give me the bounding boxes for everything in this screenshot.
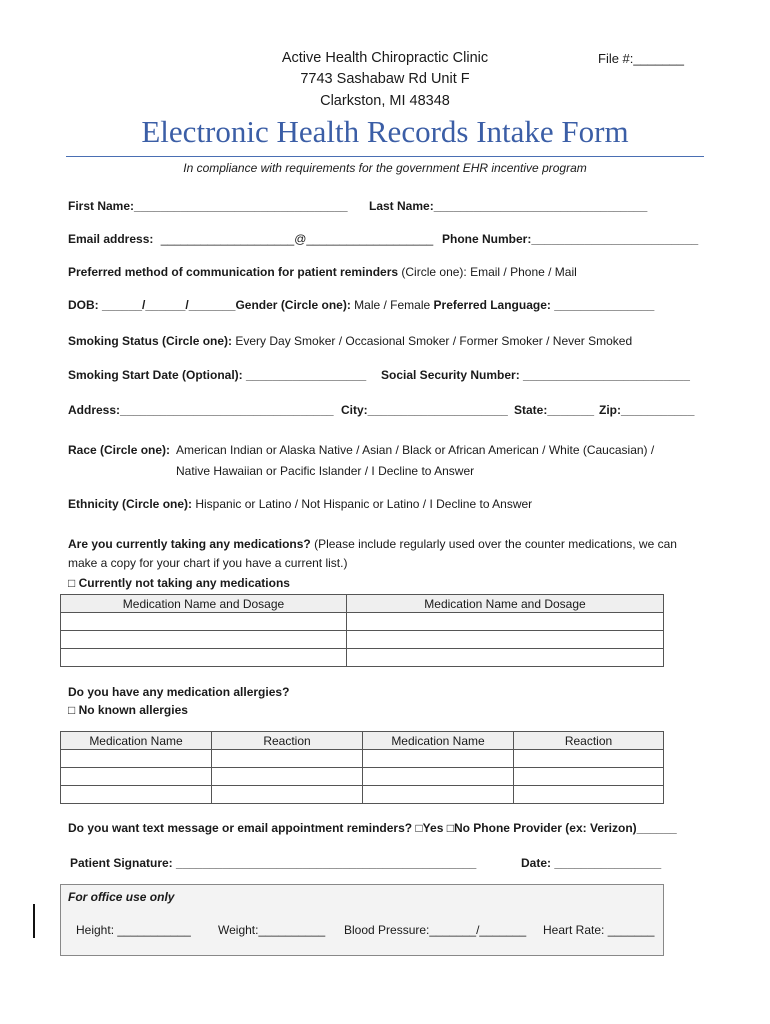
email-label: Email address: <box>68 232 154 246</box>
city-field[interactable]: City:_____________________ <box>341 403 508 417</box>
allergy-cell[interactable] <box>61 768 212 786</box>
medications-note: (Please include regularly used over the counter medications, we can <box>310 537 677 551</box>
communication-preference-options[interactable]: (Circle one): Email / Phone / Mail <box>398 265 577 279</box>
no-known-allergies-checkbox[interactable]: □ No known allergies <box>68 703 188 717</box>
allergy-cell[interactable] <box>363 768 514 786</box>
allergy-cell[interactable] <box>363 786 514 804</box>
form-subtitle: In compliance with requirements for the government EHR incentive program <box>183 161 587 175</box>
dob-field[interactable]: DOB: ______/______/_______ <box>68 298 236 312</box>
allergy-cell[interactable] <box>514 768 664 786</box>
medication-cell[interactable] <box>61 613 347 631</box>
office-use-box <box>60 884 664 956</box>
smoking-start-date-field[interactable]: Smoking Start Date (Optional): __________________ <box>68 368 367 382</box>
allergy-cell[interactable] <box>514 750 664 768</box>
allergy-cell[interactable] <box>212 768 363 786</box>
medication-cell[interactable] <box>347 649 664 667</box>
email-field[interactable]: ____________________@___________________ <box>160 232 434 246</box>
communication-preference-row[interactable] <box>68 265 577 279</box>
ethnicity-row[interactable] <box>68 497 532 511</box>
allergies-table <box>60 731 664 804</box>
smoking-status-row[interactable] <box>68 334 632 348</box>
clinic-name: Active Health Chiropractic Clinic <box>281 50 489 66</box>
allergy-cell[interactable] <box>61 786 212 804</box>
signature-date-field[interactable]: Date: ________________ <box>521 856 662 870</box>
medications-table <box>60 594 664 667</box>
race-options-line1[interactable]: American Indian or Alaska Native / Asian / Black or African American / White (Caucasian) / <box>176 443 655 457</box>
no-medications-checkbox[interactable]: □ Currently not taking any medications <box>68 576 290 590</box>
allergy-cell[interactable] <box>514 786 664 804</box>
blood-pressure-field[interactable]: Blood Pressure:_______/_______ <box>344 923 527 937</box>
allergies-column-header: Medication Name <box>363 732 514 750</box>
medications-question <box>68 537 677 551</box>
gender-label: Gender (Circle one): <box>235 298 351 312</box>
patient-signature-field[interactable]: Patient Signature: _____________________________________________ <box>70 856 477 870</box>
file-number-field[interactable]: File #:_______ <box>598 51 685 66</box>
address-field[interactable]: Address:________________________________ <box>68 403 334 417</box>
form-title: Electronic Health Records Intake Form <box>141 114 629 149</box>
medications-column-header: Medication Name and Dosage <box>61 595 347 613</box>
medication-cell[interactable] <box>61 631 347 649</box>
medications-question-text: Are you currently taking any medications? <box>68 537 311 551</box>
allergies-column-header: Medication Name <box>61 732 212 750</box>
email-row <box>68 232 433 246</box>
heart-rate-field[interactable]: Heart Rate: _______ <box>543 923 655 937</box>
height-field[interactable]: Height: ___________ <box>76 923 191 937</box>
allergies-column-header: Reaction <box>212 732 363 750</box>
first-name-field[interactable]: First Name:________________________________ <box>68 199 348 213</box>
ssn-field[interactable]: Social Security Number: _________________________ <box>381 368 690 382</box>
communication-preference-label: Preferred method of communication for patient reminders <box>68 265 399 279</box>
smoking-status-label: Smoking Status (Circle one): <box>68 334 233 348</box>
state-field[interactable]: State:_______ <box>514 403 595 417</box>
medication-cell[interactable] <box>61 649 347 667</box>
margin-marker <box>33 904 35 938</box>
ethnicity-label: Ethnicity (Circle one): <box>68 497 193 511</box>
last-name-field[interactable]: Last Name:________________________________ <box>369 199 648 213</box>
allergy-cell[interactable] <box>212 786 363 804</box>
allergies-column-header: Reaction <box>514 732 664 750</box>
medication-cell[interactable] <box>347 631 664 649</box>
gender-options[interactable]: Male / Female <box>350 298 434 312</box>
race-options-line2[interactable]: Native Hawaiian or Pacific Islander / I Decline to Answer <box>176 464 475 478</box>
office-use-title: For office use only <box>68 890 175 904</box>
medications-note-line2: make a copy for your chart if you have a current list.) <box>68 556 348 570</box>
phone-number-field[interactable]: Phone Number:_________________________ <box>442 232 699 246</box>
allergy-cell[interactable] <box>363 750 514 768</box>
allergies-question: Do you have any medication allergies? <box>68 685 290 699</box>
medications-column-header: Medication Name and Dosage <box>347 595 664 613</box>
smoking-status-options[interactable]: Every Day Smoker / Occasional Smoker / Former Smoker / Never Smoked <box>232 334 633 348</box>
ethnicity-options[interactable]: Hispanic or Latino / Not Hispanic or Latino / I Decline to Answer <box>192 497 533 511</box>
zip-field[interactable]: Zip:___________ <box>599 403 695 417</box>
clinic-address-line2: Clarkston, MI 48348 <box>320 93 450 109</box>
race-label: Race (Circle one): <box>68 443 171 457</box>
reminders-question: Do you want text message or email appointment reminders? <box>68 821 413 835</box>
medication-cell[interactable] <box>347 613 664 631</box>
allergy-cell[interactable] <box>212 750 363 768</box>
clinic-address-line1: 7743 Sashabaw Rd Unit F <box>300 71 470 87</box>
dob-gender-language-row <box>68 298 654 312</box>
weight-field[interactable]: Weight:__________ <box>218 923 326 937</box>
preferred-language-field[interactable]: Preferred Language: _______________ <box>433 298 655 312</box>
title-divider <box>66 156 704 157</box>
phone-provider-field[interactable]: Phone Provider (ex: Verizon)______ <box>473 821 677 835</box>
allergy-cell[interactable] <box>61 750 212 768</box>
reminders-row <box>68 821 677 835</box>
reminders-options[interactable]: □Yes □No <box>412 821 474 835</box>
